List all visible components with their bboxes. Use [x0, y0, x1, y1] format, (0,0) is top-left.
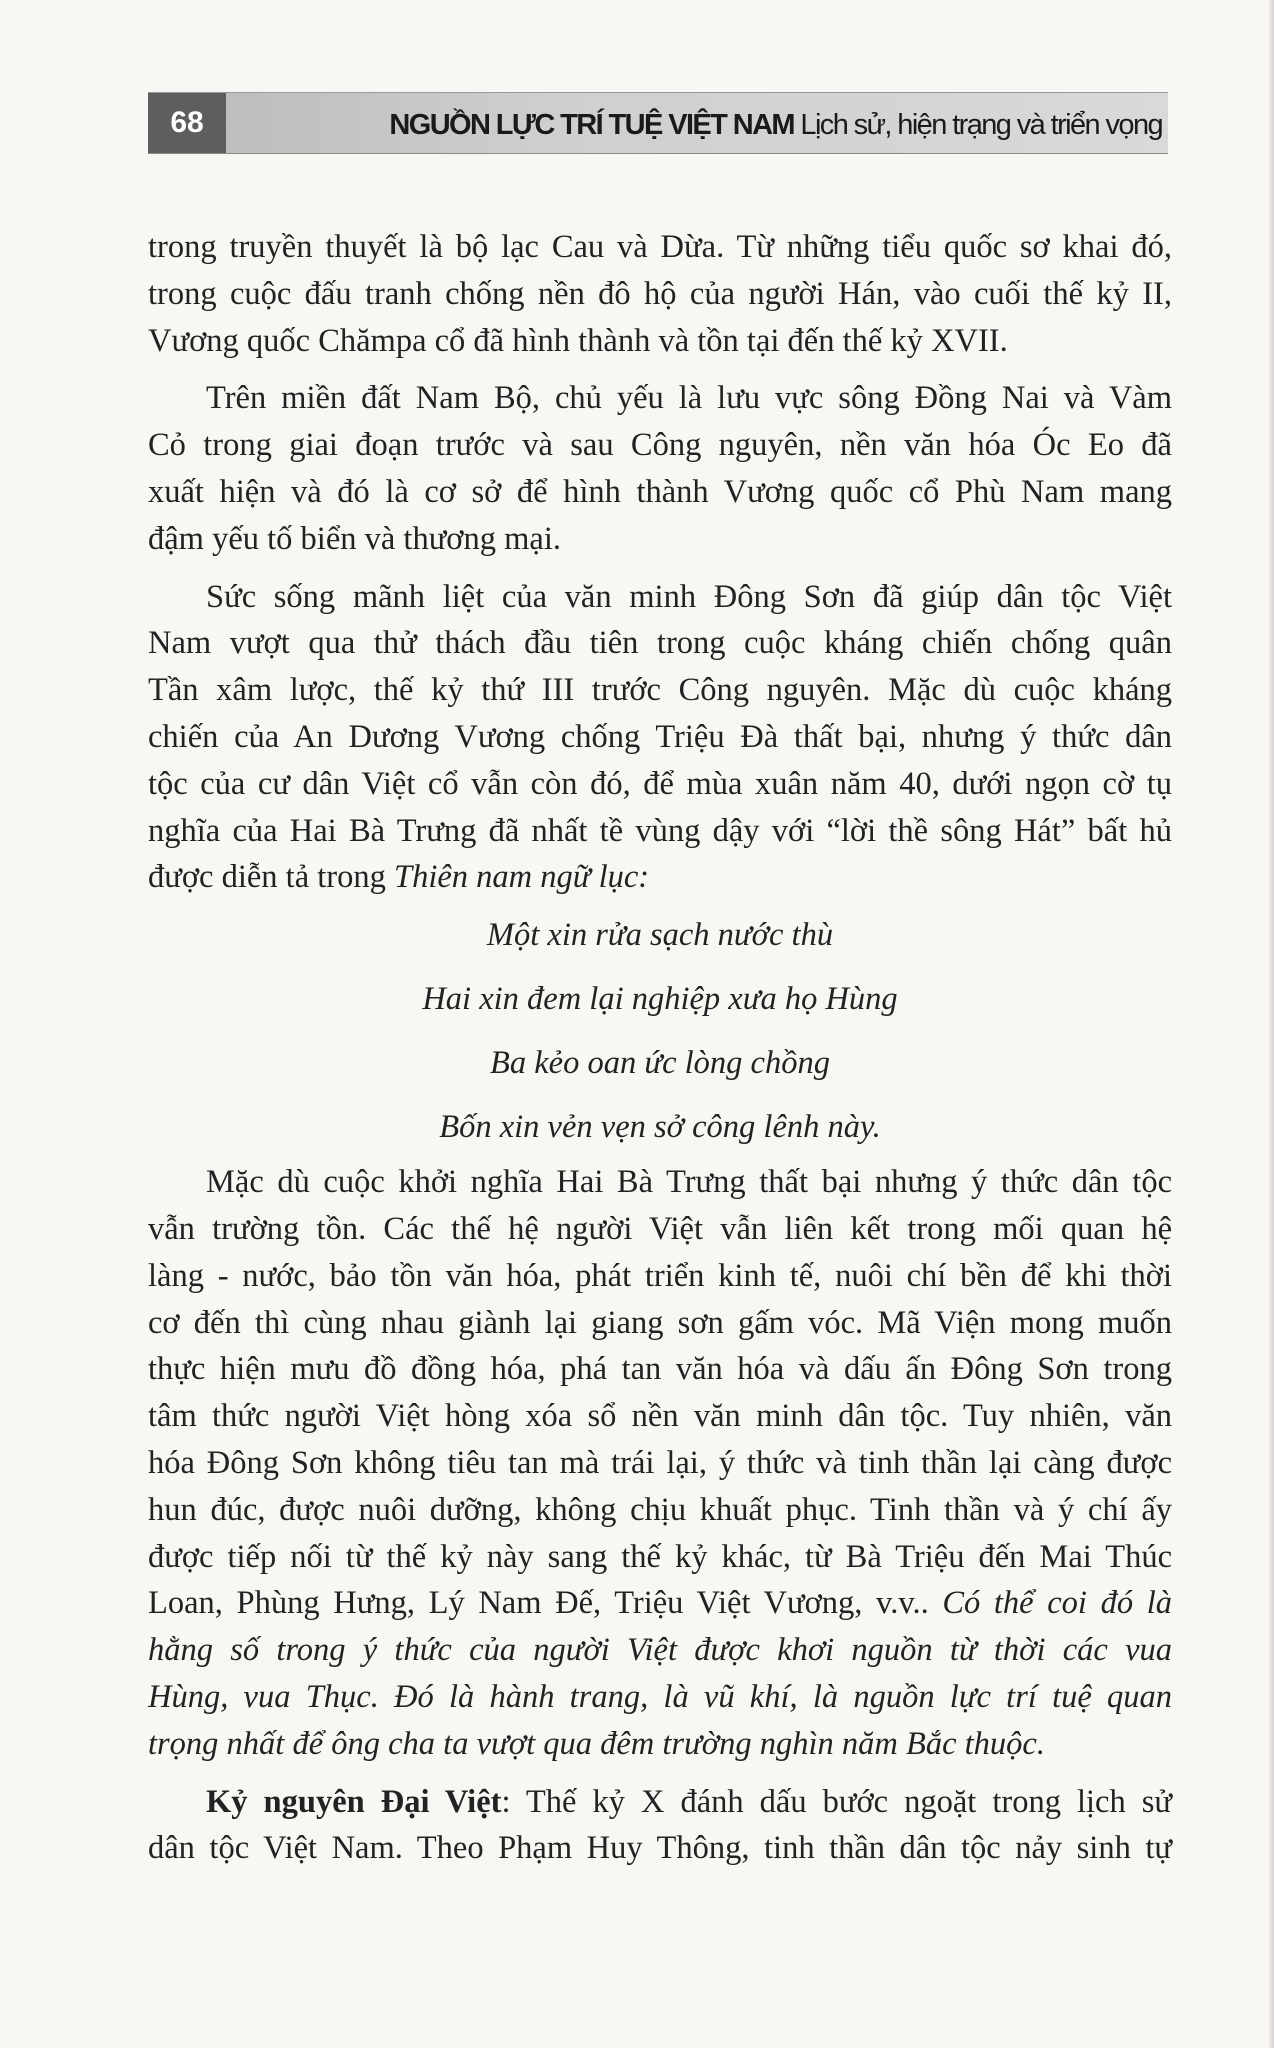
text-line: trong truyền thuyết là bộ lạc Cau và Dừa. Từ những tiểu quốc sơ khai đó, — [148, 229, 1172, 265]
text-line: dân tộc Việt Nam. Theo Phạm Huy Thông, tinh thần dân tộc nảy sinh tự — [148, 1830, 1172, 1867]
text-line: xuất hiện và đó là cơ sở để hình thành Vương quốc cổ Phù Nam mang — [148, 473, 1172, 510]
text-line — [148, 854, 1172, 901]
text-line: Tần xâm lược, thế kỷ thứ III trước Công nguyên. Mặc dù cuộc kháng — [148, 672, 1172, 709]
text-line: trong cuộc đấu tranh chống nền đô hộ của người Hán, vào cuối thế kỷ II, — [148, 275, 1172, 312]
text-line: đậm yếu tố biển và thương mại. — [148, 520, 561, 557]
page-edge-shadow — [1268, 0, 1274, 2048]
paragraph-1 — [148, 224, 1172, 364]
text-line: hóa Đông Sơn không tiêu tan mà trái lại, ý thức và tinh thần lại càng được — [148, 1444, 1172, 1481]
italic-span: Có thể coi đó là — [942, 1585, 1172, 1622]
text-line: Sức sống mãnh liệt của văn minh Đông Sơn đã giúp dân tộc Việt — [206, 578, 1172, 615]
text-line: làng - nước, bảo tồn văn hóa, phát triển kinh tế, nuôi chí bền để khi thời — [148, 1257, 1172, 1294]
book-reference: Thiên nam ngữ lục: — [394, 859, 650, 896]
text-line: Cỏ trong giai đoạn trước và sau Công nguyên, nền văn hóa Óc Eo đã — [148, 427, 1172, 464]
poem-line: Một xin rửa sạch nước thù — [486, 917, 834, 954]
body-text — [148, 224, 1172, 1872]
page-number: 68 — [148, 93, 226, 153]
poem — [148, 901, 1172, 1159]
text-line: Trên miền đất Nam Bộ, chủ yếu là lưu vực sông Đồng Nai và Vàm — [206, 380, 1172, 417]
text-line: trọng nhất để ông cha ta vượt qua đêm trường nghìn năm Bắc thuộc. — [148, 1725, 1045, 1762]
text-line: hun đúc, được nuôi dưỡng, không chịu khuất phục. Tinh thần và ý chí ấy — [148, 1491, 1172, 1528]
text-line: Nam vượt qua thử thách đầu tiên trong cuộc kháng chiến chống quân — [148, 625, 1172, 662]
text-line: chiến của An Dương Vương chống Triệu Đà thất bại, nhưng ý thức dân — [148, 718, 1172, 755]
text-line: Vương quốc Chămpa cổ đã hình thành và tồn tại đến thế kỷ XVII. — [148, 322, 1008, 359]
text-line: cơ đến thì cùng nhau giành lại giang sơn gấm vóc. Mã Viện mong muốn — [148, 1304, 1172, 1341]
poem-line: Bốn xin vẻn vẹn sở công lênh này. — [439, 1109, 881, 1146]
paragraph-4 — [148, 1159, 1172, 1767]
poem-line: Hai xin đem lại nghiệp xưa họ Hùng — [422, 981, 898, 1018]
text-line: tộc của cư dân Việt cổ vẫn còn đó, để mùa xuân năm 40, dưới ngọn cờ tụ — [148, 765, 1172, 802]
text-span: Loan, Phùng Hưng, Lý Nam Đế, Triệu Việt Vương, v.v.. — [148, 1585, 943, 1622]
text-line: vẫn trường tồn. Các thế hệ người Việt vẫn liên kết trong mối quan hệ — [148, 1210, 1172, 1247]
text-line: được tiếp nối từ thế kỷ này sang thế kỷ khác, từ Bà Triệu đến Mai Thúc — [148, 1538, 1172, 1575]
text-line: Hùng, vua Thục. Đó là hành trang, là vũ khí, là nguồn lực trí tuệ quan — [148, 1678, 1172, 1715]
section-heading: Kỷ nguyên Đại Việt — [206, 1783, 502, 1820]
paragraph-3 — [148, 574, 1172, 902]
poem-line: Ba kẻo oan ức lòng chồng — [490, 1045, 830, 1082]
book-subtitle: Lịch sử, hiện trạng và triển vọng — [793, 109, 1162, 141]
text-line — [148, 1779, 1172, 1826]
text-line: thực hiện mưu đồ đồng hóa, phá tan văn hóa và dấu ấn Đông Sơn trong — [148, 1351, 1172, 1388]
text-line — [148, 1580, 1172, 1627]
running-header — [148, 92, 1168, 154]
text-span: : Thế kỷ X đánh dấu bước ngoặt trong lịch sử — [501, 1783, 1172, 1820]
text-line: Mặc dù cuộc khởi nghĩa Hai Bà Trưng thất bại nhưng ý thức dân tộc — [206, 1164, 1172, 1201]
text-span: được diễn tả trong — [148, 859, 394, 896]
book-title: NGUỒN LỰC TRÍ TUỆ VIỆT NAM — [389, 109, 794, 141]
paragraph-2 — [148, 375, 1172, 562]
running-title — [389, 93, 1162, 153]
text-line: tâm thức người Việt hòng xóa sổ nền văn minh dân tộc. Tuy nhiên, văn — [148, 1398, 1172, 1435]
paragraph-5 — [148, 1779, 1172, 1873]
text-line: nghĩa của Hai Bà Trưng đã nhất tề vùng dậy với “lời thề sông Hát” bất hủ — [148, 812, 1172, 849]
text-line: hằng số trong ý thức của người Việt được khơi nguồn từ thời các vua — [148, 1632, 1172, 1669]
